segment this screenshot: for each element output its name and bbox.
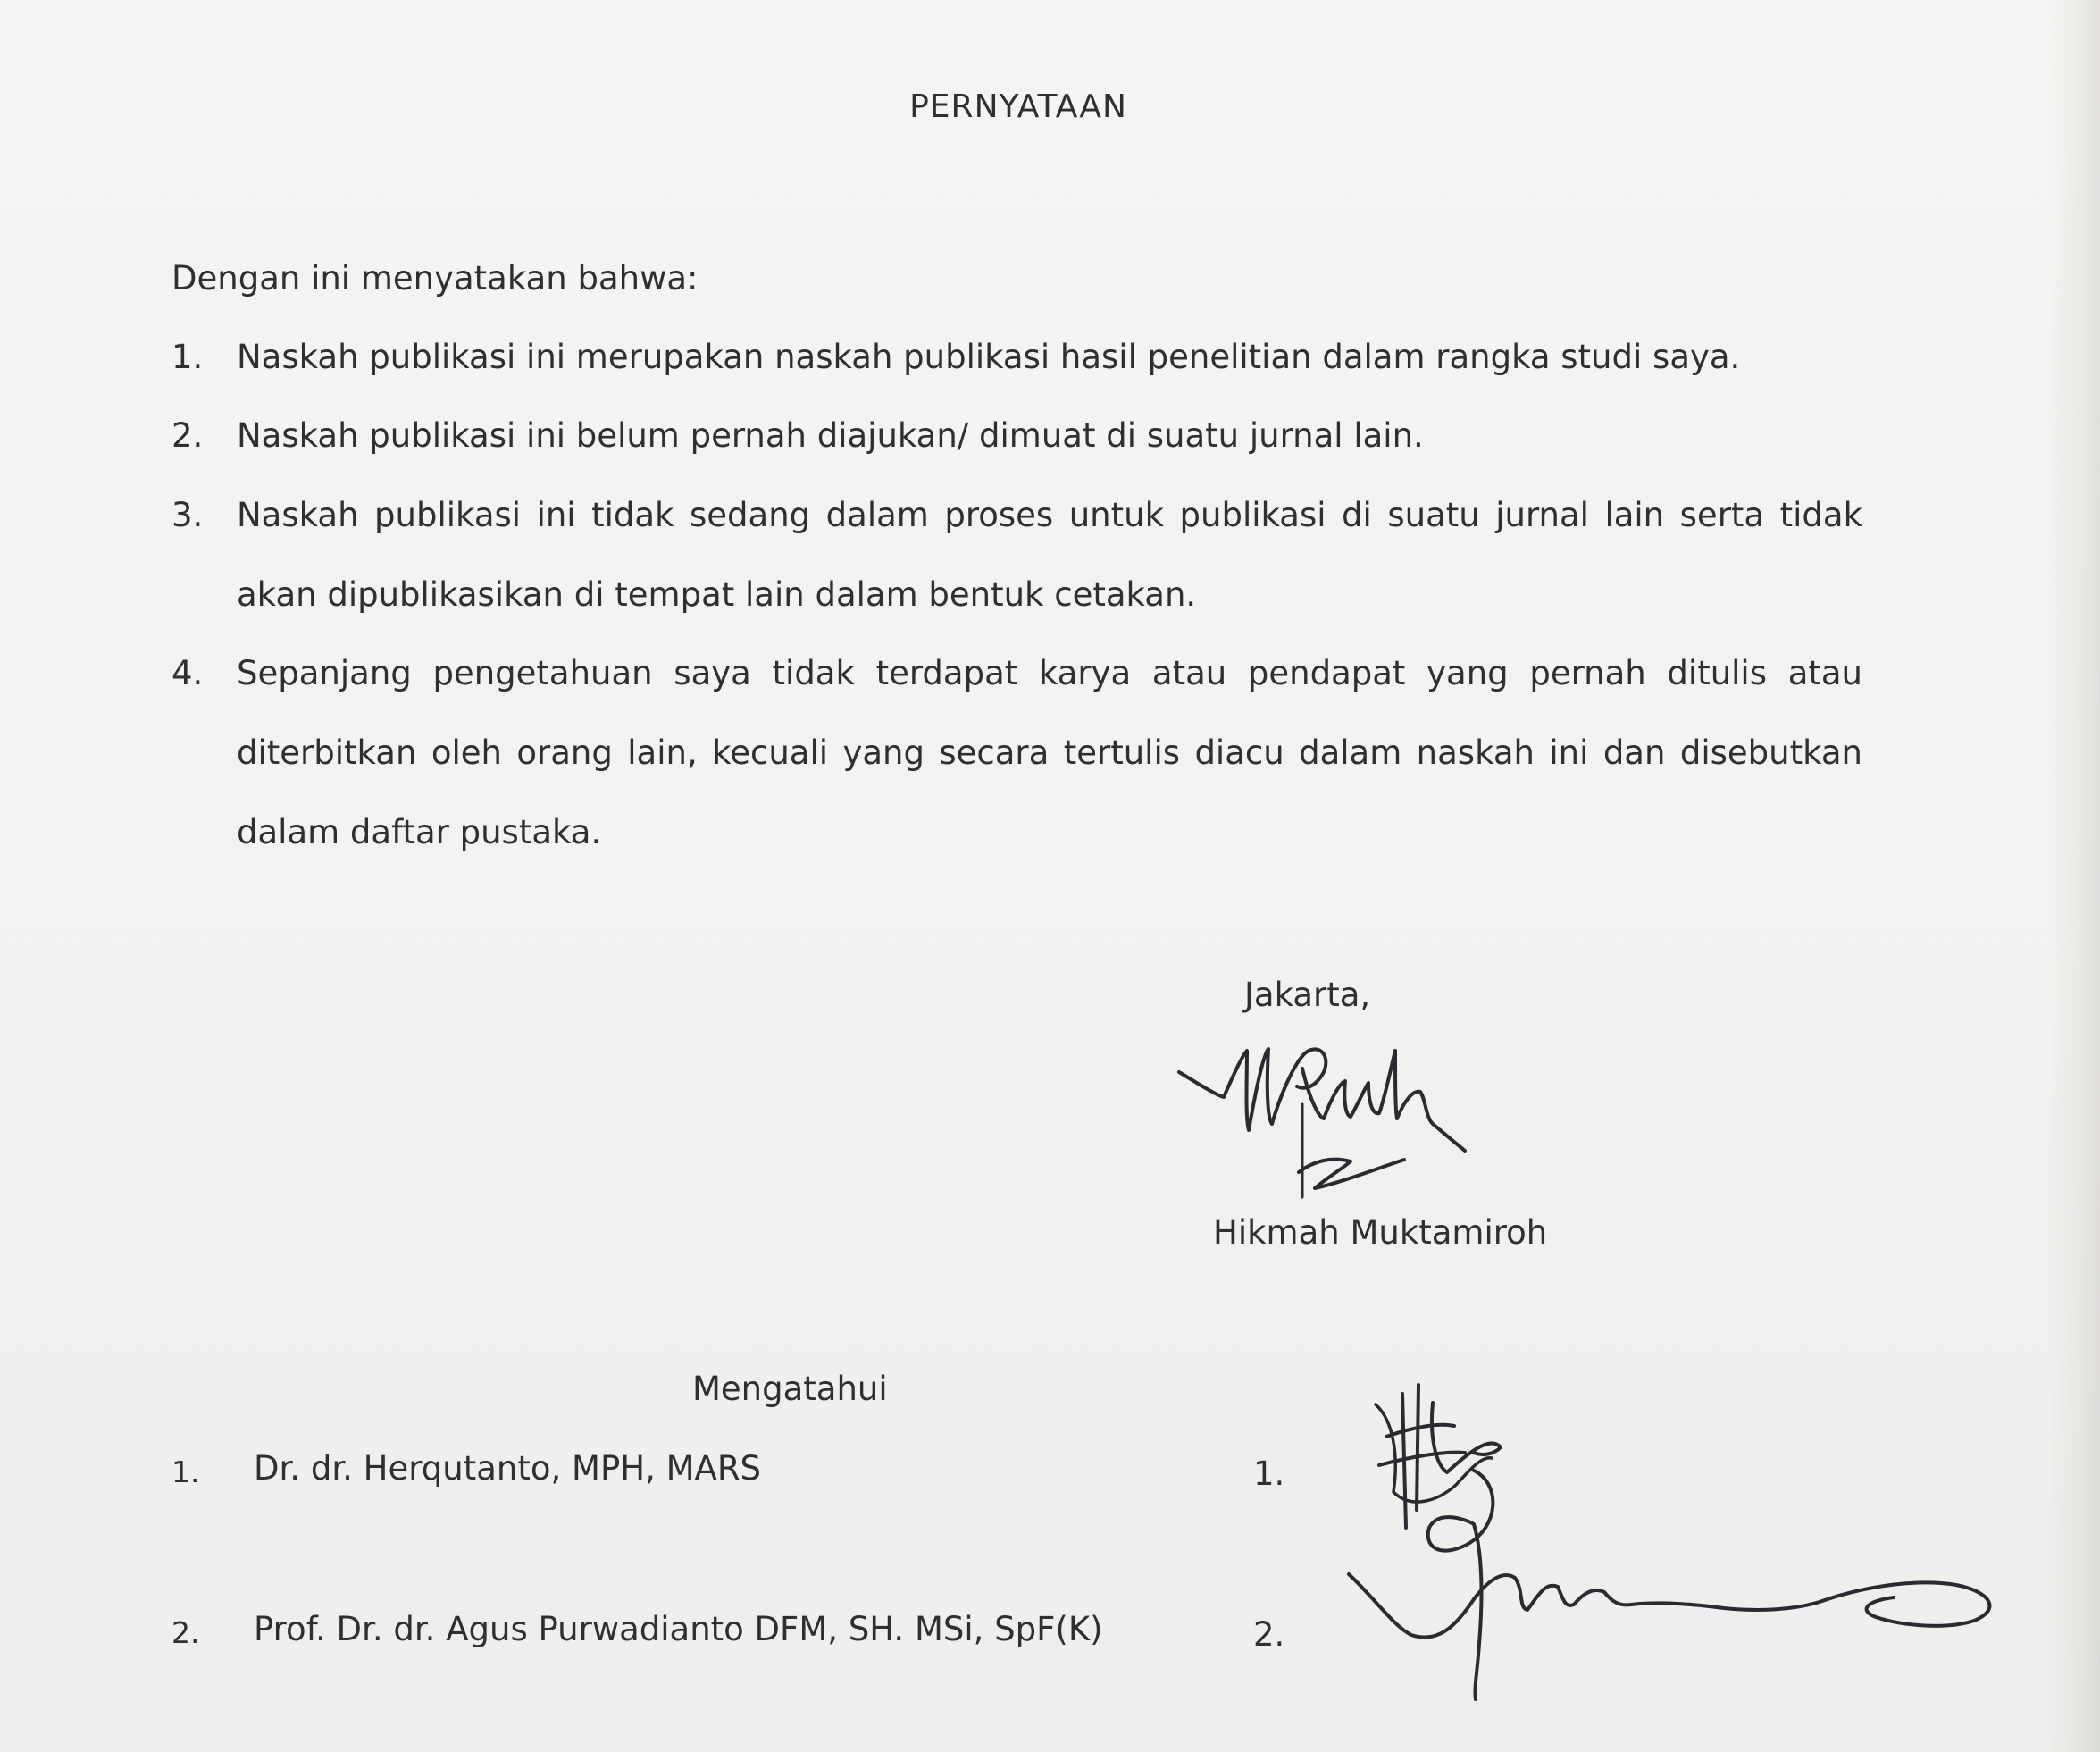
supervisor-sign-number: 1. bbox=[1253, 1454, 1285, 1493]
item-text-line: Sepanjang pengetahuan saya tidak terdapat karya atau pendapat yang pernah ditulis atau bbox=[237, 654, 1862, 692]
item-number: 1. bbox=[172, 338, 204, 376]
supervisor-signatures bbox=[1340, 1367, 2019, 1706]
page-edge-shadow bbox=[2046, 0, 2100, 1752]
supervisor-name: Dr. dr. Herqutanto, MPH, MARS bbox=[254, 1449, 762, 1488]
supervisor-name: Prof. Dr. dr. Agus Purwadianto DFM, SH. MSi, SpF(K) bbox=[254, 1610, 1103, 1648]
item-text-line: Naskah publikasi ini tidak sedang dalam proses untuk publikasi di suatu jurnal lain serta tidak bbox=[237, 496, 1862, 534]
item-text-line: Naskah publikasi ini merupakan naskah publikasi hasil penelitian dalam rangka studi saya. bbox=[237, 338, 1741, 376]
document-title: PERNYATAAN bbox=[909, 88, 1127, 125]
place-date: Jakarta, bbox=[1244, 976, 1371, 1014]
item-text-line: akan dipublikasikan di tempat lain dalam bentuk cetakan. bbox=[237, 575, 1197, 614]
item-number: 4. bbox=[172, 654, 204, 692]
supervisor-number: 1. bbox=[172, 1454, 200, 1489]
intro-statement: Dengan ini menyatakan bahwa: bbox=[172, 259, 699, 298]
author-name: Hikmah Muktamiroh bbox=[1213, 1213, 1548, 1252]
item-text-line: Naskah publikasi ini belum pernah diajukan/ dimuat di suatu jurnal lain. bbox=[237, 416, 1424, 455]
acknowledged-heading: Mengatahui bbox=[692, 1370, 888, 1408]
item-number: 2. bbox=[172, 416, 204, 455]
author-signature bbox=[1161, 1019, 1608, 1215]
item-number: 3. bbox=[172, 496, 204, 534]
supervisor-sign-number: 2. bbox=[1253, 1615, 1285, 1654]
supervisor-number: 2. bbox=[172, 1615, 200, 1650]
item-text-line: diterbitkan oleh orang lain, kecuali yang secara tertulis diacu dalam naskah ini dan disebutkan bbox=[237, 733, 1862, 772]
item-text-line: dalam daftar pustaka. bbox=[237, 813, 602, 851]
